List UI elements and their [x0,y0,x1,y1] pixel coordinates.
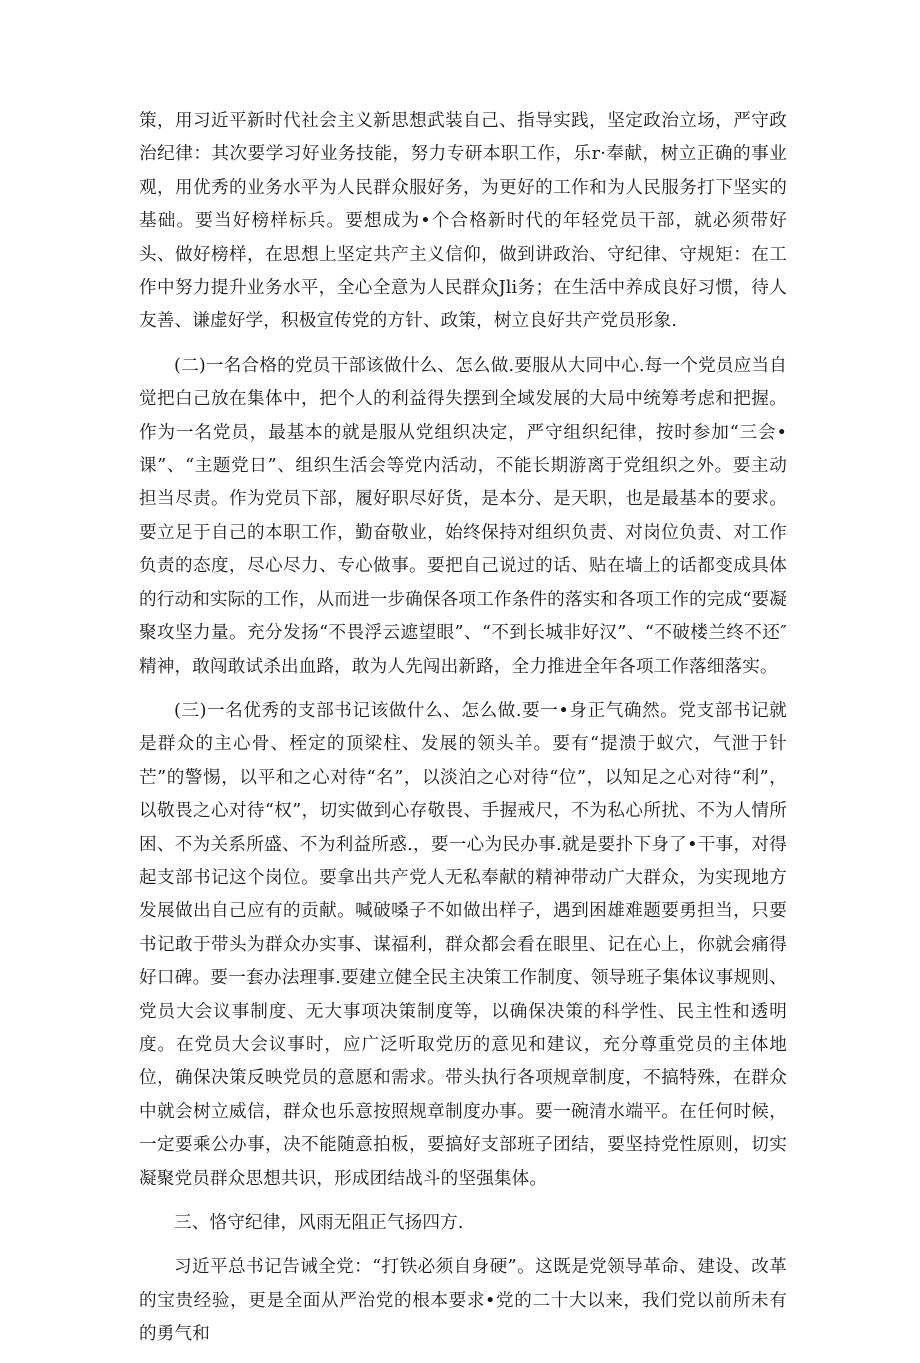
paragraph-intro: 习近平总书记告诫全党：“打铁必须自身硬”。这既是党领导革命、建设、改革的宝贵经验，更是全面从严治党的根本要求•党的二十大以来，我们党以前所未有的勇气和 [139,1257,787,1345]
section-heading: 三、恪守纪律，风雨无阻正气扬四方. [174,1213,464,1233]
paragraph-section-2: (二)一名合格的党员干部该做什么、怎么做.要服从大同中心.每一个党员应当自觉把白己放在集体中，把个人的利益得失摆到全域发展的大局中统筹考虑和把握。作为一名党员，最基本的就是服从党组织决定，严守组织纪律，按时参加“三会•课”、“主题党日”、组织生活会等党内活动，不能长期游离于党组织之外。要主动担当尽责。作为党员下部，履好职尽好货，是本分、是天职，也是最基本的要求。要立足于自己的本职工作，勤奋敬业，始终保持对组织负责、对岗位负责、对工作负责的态度，尽心尽力、专心做事。要把自己说过的话、贴在墙上的话都变成具体的行动和实际的工作，从而进一步确保各项工作条件的落实和各项工作的完成“要凝聚攻坚力量。充分发扬“不畏浮云遮望眼”、“不到长城非好汉”、“不破楼兰终不还″精神，敢闯敢试杀出血路，敢为人先闯出新路，全力推进全年各项工作落细落实。 [139,355,787,677]
paragraph-section-3: (三)一名优秀的支部书记该做什么、怎么做.要一•身正气确然。党支部书记就是群众的主心骨、桎定的顶梁柱、发展的领头羊。要有“提溃于蚁穴，气泄于针芒”的警惕，以平和之心对待“名”，以淡泊之心对待“位”，以知足之心对待“利”，以敬畏之心对待“权”，切实做到心存敬畏、手握戒尺，不为私心所扰、不为人情所困、不为关系所盛、不为利益所惑.，要一心为民办事.就是要扑下身了•干事，对得起支部书记这个岗位。要拿出共产党人无私奉献的精神带动广大群众，为实现地方发展做出自己应有的贡献。喊破嗓子不如做出样子，遇到困雄难题要勇担当，只要书记敢于带头为群众办实事、谋福利，群众都会看在眼里、记在心上，你就会痛得好口碑。要一套办法理事.要建立健全民主决策工作制度、领导班子集体议事规则、党员大会议事制度、无大事项决策制度等，以确保决策的科学性、民主性和透明度。在党员大会议事时，应广泛听取党历的意见和建议，充分尊重党员的主体地位，确保决策反映党员的意愿和需求。带头执行各项规章制度，不搞特殊，在群众中就会树立威信，群众也乐意按照规章制度办事。要一碗清水端平。在任何时候，一定要乘公办事，决不能随意拍板，要搞好支部班子团结，要坚持党性原则，切实凝聚党员群众思想共识，形成团结战斗的坚强集体。 [139,700,787,1189]
document-body [139,105,787,1363]
paragraph-continuation: 策，用习近平新时代社会主义新思想武装自己、指导实践，坚定政治立场，严守政治纪律：其次要学习好业务技能，努力专研本职工作，乐r·奉献，树立正确的事业观，用优秀的业务水平为人民群众服好务，为更好的工作和为人民服务打下坚实的基础。要当好榜样标兵。要想成为•个合格新时代的年轻党员干部，就必须带好头、做好榜样，在思想上坚定共产主义信仰，做到讲政治、守纪律、守规矩：在工作中努力提升业务水平，全心全意为人民群众Jli务；在生活中养成良好习惯，待人友善、谦虚好学，积极宣传党的方针、政策，树立良好共产党员形象. [139,111,787,332]
